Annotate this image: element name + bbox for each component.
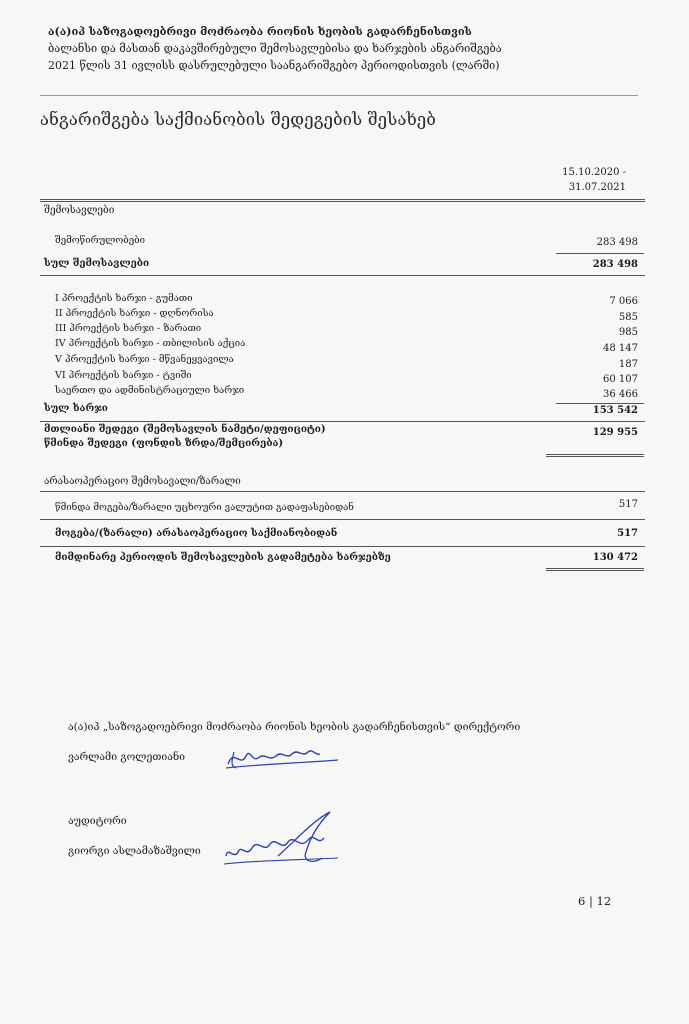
expense-item: II პროექტის ხარჯი - დღნორისა — [55, 308, 214, 319]
non-operating-total-value: 517 — [617, 528, 638, 539]
director-title: ა(ა)იპ „საზოგადოებრივი მოძრაობა რიონის ხეობის გადარჩენისთვის“ დირექტორი — [68, 721, 521, 733]
surplus-label: მიმდინარე პერიოდის შემოსავლების გადამეტება ხარჯებზე — [55, 552, 391, 563]
net-result-label: წმინდა შედეგი (ფონდის ზრდა/შემცირება) — [44, 438, 284, 449]
expense-value: 7 066 — [609, 296, 638, 307]
surplus-double-line — [546, 568, 644, 571]
fx-line — [40, 519, 645, 520]
auditor-signature — [218, 808, 342, 872]
period-end: 31.07.2021 — [568, 182, 626, 193]
donations-label: შემოწირულობები — [55, 235, 146, 246]
expense-item: I პროექტის ხარჯი - გუმათი — [55, 293, 193, 304]
non-operating-total-line — [40, 546, 645, 547]
fx-gain-label: წმინდა მოგება/ზარალი უცხოური ვალუტით გადაფასებიდან — [55, 502, 354, 513]
expense-value: 187 — [618, 359, 638, 370]
expense-total-value: 153 542 — [592, 405, 638, 416]
non-operating-total-label: მოგება/(ზარალი) არასაოპერაციო საქმიანობიდან — [55, 528, 338, 539]
auditor-name: გიორგი ასლამაზაშვილი — [68, 845, 201, 857]
director-name: ვარლამი გოლეთიანი — [68, 751, 185, 763]
gross-result-label: მთლიანი შედეგი (შემოსავლის ნამეტი/დეფიციტი) — [44, 424, 326, 435]
org-title: ა(ა)იპ საზოგადოებრივი მოძრაობა რიონის ხეობის გადარჩენისთვის — [48, 25, 472, 38]
income-section-label: შემოსავლები — [44, 205, 115, 216]
director-signature — [222, 738, 342, 774]
table-header-line — [40, 199, 645, 202]
expense-item: IV პროექტის ხარჯი - თბილისის აქცია — [55, 338, 246, 349]
surplus-value: 130 472 — [592, 552, 638, 563]
gross-result-value: 129 955 — [592, 427, 638, 438]
income-total-label: სულ შემოსავლები — [44, 258, 150, 269]
expense-item: V პროექტის ხარჯი - მწვანეყვავილა — [55, 354, 234, 365]
expense-item: საერთო და ადმინისტრაციული ხარჯი — [55, 385, 245, 396]
non-operating-section-label: არასაოპერაციო შემოსავალი/ზარალი — [44, 476, 241, 487]
expense-value: 985 — [618, 327, 638, 338]
auditor-title: აუდიტორი — [68, 815, 127, 827]
statement-subtitle: ბალანსი და მასთან დაკავშირებული შემოსავლებისა და ხარჯების ანგარიშგება — [48, 42, 502, 55]
expense-value: 60 107 — [603, 374, 638, 385]
expense-value: 48 147 — [603, 343, 638, 354]
income-total-value: 283 498 — [592, 259, 638, 270]
header-divider — [40, 95, 638, 96]
period-start: 15.10.2020 - — [562, 167, 626, 178]
period-subtitle: 2021 წლის 31 ივლისს დასრულებული საანგარიშგებო პერიოდისთვის (ლარში) — [48, 59, 500, 72]
page-number: 6 | 12 — [578, 894, 612, 908]
expense-item: VI პროექტის ხარჯი - ტვიში — [55, 370, 192, 381]
income-subtotal-line — [556, 253, 644, 254]
expense-value: 36 466 — [603, 389, 638, 400]
expense-subtotal-line — [556, 403, 644, 404]
expense-total-line — [40, 421, 645, 422]
expense-item: III პროექტის ხარჯი - ზარათი — [55, 323, 202, 334]
result-double-line — [546, 454, 644, 457]
expense-total-label: სულ ხარჯი — [44, 403, 108, 414]
non-operating-section-line — [40, 491, 645, 492]
fx-gain-value: 517 — [618, 499, 638, 510]
income-total-line — [40, 275, 645, 276]
donations-value: 283 498 — [596, 237, 638, 248]
expense-value: 585 — [618, 312, 638, 323]
report-title: ანგარიშგება საქმიანობის შედეგების შესახებ — [40, 110, 436, 129]
